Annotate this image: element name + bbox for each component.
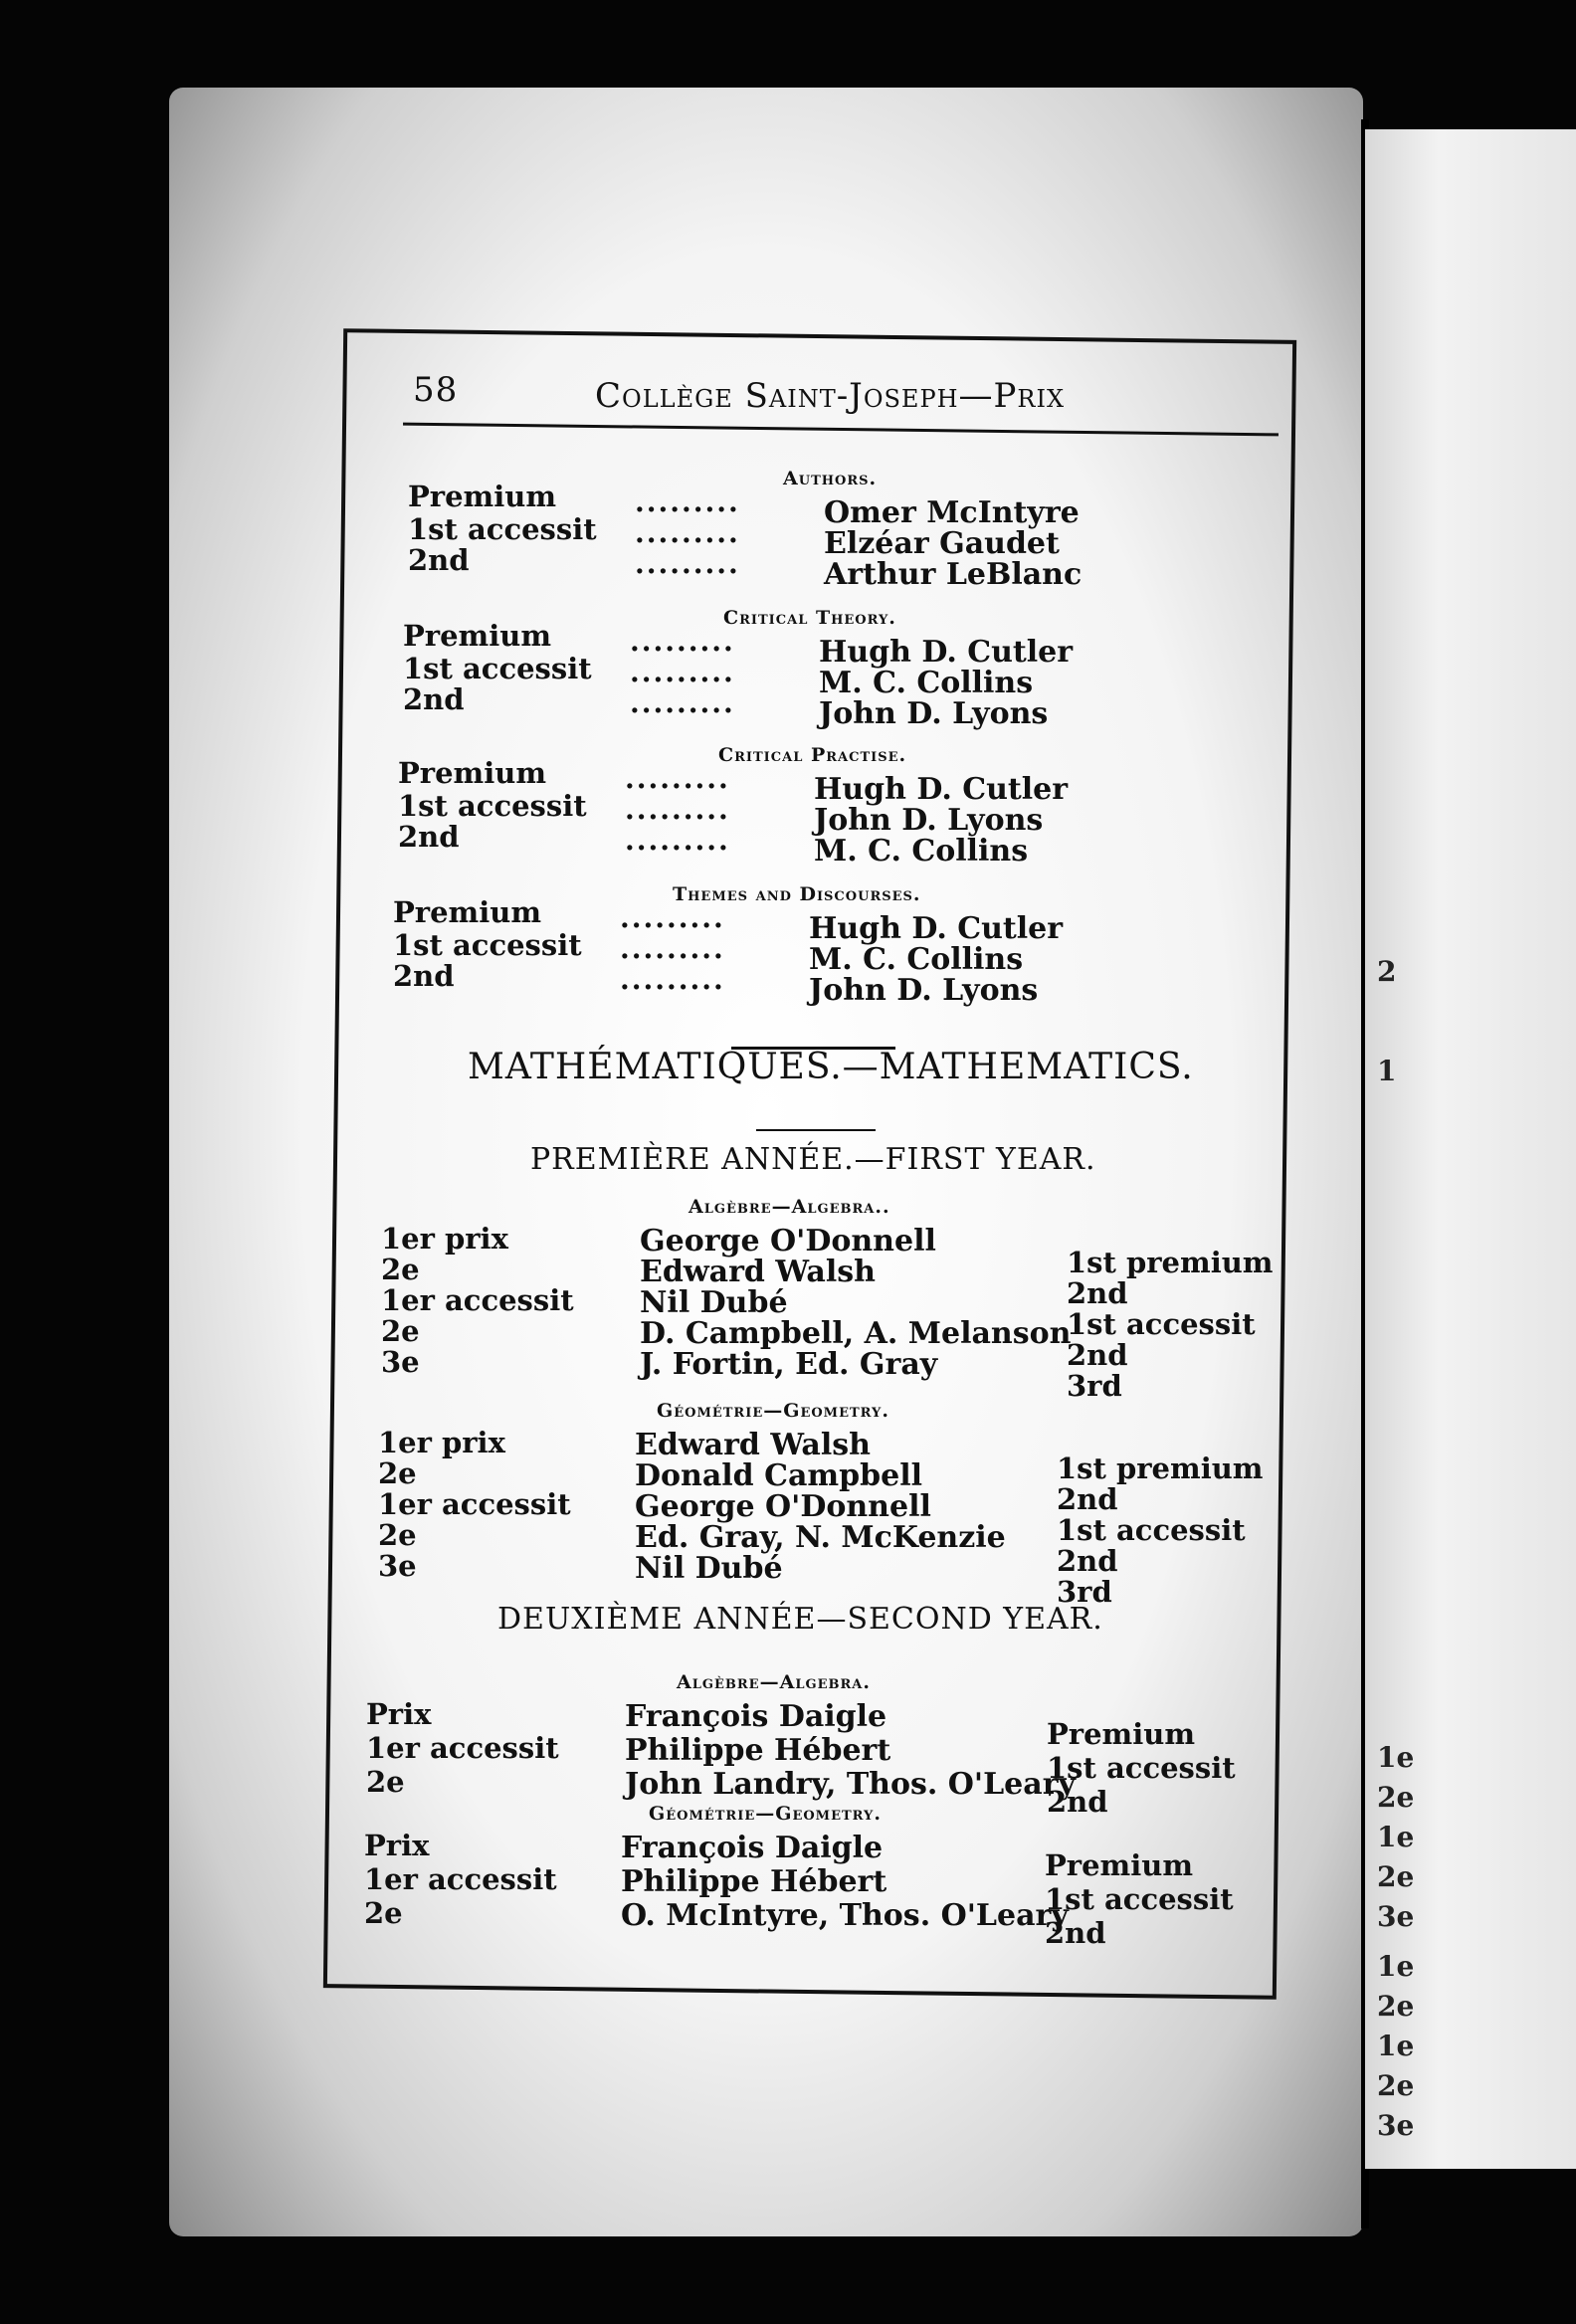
subject-title: Géométrie—Geometry.: [657, 1400, 889, 1422]
dot-leader: .........: [635, 516, 740, 549]
award-label-fr: 2e: [366, 1765, 405, 1799]
recipient-name: John D. Lyons: [814, 803, 1044, 838]
math-divider: [756, 1129, 876, 1131]
recipient-name: Arthur LeBlanc: [824, 557, 1083, 592]
recipient-name: Hugh D. Cutler: [814, 772, 1069, 807]
award-label: Premium: [393, 895, 542, 929]
recipient-name: George O'Donnell: [640, 1224, 936, 1259]
recipient-name: François Daigle: [621, 1831, 884, 1865]
award-label-fr: 1er prix: [381, 1222, 508, 1256]
recipient-name: John D. Lyons: [809, 973, 1039, 1008]
recipient-name: Philippe Hébert: [625, 1733, 891, 1768]
award-label-fr: 1er prix: [378, 1426, 505, 1459]
subject-title: Algèbre—Algebra..: [689, 1196, 890, 1218]
dot-leader: .........: [635, 485, 740, 518]
award-label-fr: 1er accessit: [381, 1283, 574, 1317]
award-label-fr: Prix: [364, 1829, 430, 1862]
subject-title: Géométrie—Geometry.: [649, 1803, 882, 1825]
award-label-en: 1st premium: [1057, 1452, 1264, 1485]
award-label-en: 2nd: [1067, 1338, 1128, 1372]
award-label-en: 3rd: [1067, 1369, 1122, 1403]
recipient-name: John D. Lyons: [819, 696, 1049, 731]
recipient-name: Hugh D. Cutler: [809, 911, 1064, 946]
dot-leader: .........: [625, 762, 730, 795]
recipient-name: Elzéar Gaudet: [824, 526, 1060, 561]
recipient-name: Omer McIntyre: [824, 495, 1080, 530]
dot-leader: .........: [620, 963, 725, 996]
award-label: Premium: [398, 756, 547, 790]
award-label-fr: 1er accessit: [366, 1731, 559, 1765]
running-head: Collège Saint-Joseph—Prix: [595, 376, 1066, 416]
award-label-en: 1st accessit: [1045, 1882, 1234, 1916]
subject-title: Algèbre—Algebra.: [677, 1671, 871, 1693]
recipient-name: M. C. Collins: [809, 942, 1024, 977]
dot-leader: .........: [620, 901, 725, 934]
recipient-name: D. Campbell, A. Melanson: [640, 1316, 1072, 1351]
section-title: Authors.: [783, 468, 878, 489]
facing-page-edge: 2 1 1e 2e 1e 2e 3e 1e 2e 1e 2e 3e: [1365, 129, 1576, 2169]
recipient-name: M. C. Collins: [819, 666, 1034, 700]
recipient-name: Donald Campbell: [635, 1458, 922, 1493]
award-label-en: 1st accessit: [1067, 1307, 1256, 1341]
recipient-name: Edward Walsh: [635, 1428, 871, 1462]
award-label: 2nd: [408, 543, 470, 577]
award-label-en: 2nd: [1047, 1785, 1108, 1819]
recipient-name: Philippe Hébert: [621, 1864, 887, 1899]
award-label: 1st accessit: [403, 652, 592, 685]
recipient-name: Nil Dubé: [635, 1551, 783, 1586]
recipient-name: Hugh D. Cutler: [819, 635, 1074, 670]
recipient-name: J. Fortin, Ed. Gray: [640, 1347, 938, 1382]
recipient-name: Ed. Gray, N. McKenzie: [635, 1520, 1006, 1555]
award-label-en: 2nd: [1057, 1544, 1118, 1578]
page-number: 58: [413, 370, 459, 410]
year-heading: PREMIÈRE ANNÉE.—FIRST YEAR.: [530, 1142, 1096, 1177]
award-label: 1st accessit: [398, 789, 587, 823]
award-label-en: Premium: [1047, 1717, 1196, 1751]
dot-leader: .........: [630, 625, 735, 658]
award-label: 1st accessit: [408, 512, 597, 546]
recipient-name: François Daigle: [625, 1699, 887, 1734]
award-label-en: 1st premium: [1067, 1246, 1274, 1279]
award-label-en: 2nd: [1067, 1276, 1128, 1310]
award-label: Premium: [408, 480, 557, 513]
dot-leader: .........: [620, 932, 725, 965]
award-label-en: 2nd: [1045, 1916, 1106, 1950]
section-title: Themes and Discourses.: [673, 883, 921, 905]
award-label-fr: 2e: [381, 1314, 420, 1348]
year-heading: DEUXIÈME ANNÉE—SECOND YEAR.: [497, 1602, 1103, 1637]
award-label-fr: 2e: [364, 1896, 403, 1930]
award-label: 2nd: [393, 959, 455, 993]
award-label-fr: 2e: [378, 1456, 417, 1490]
award-label-fr: 1er accessit: [364, 1862, 557, 1896]
recipient-name: Nil Dubé: [640, 1285, 788, 1320]
award-label-fr: 3e: [378, 1549, 417, 1583]
dot-leader: .........: [625, 793, 730, 826]
award-label-fr: 2e: [381, 1253, 420, 1286]
award-label-fr: 3e: [381, 1345, 420, 1379]
award-label: Premium: [403, 619, 552, 653]
award-label-en: Premium: [1045, 1848, 1194, 1882]
award-label: 2nd: [398, 820, 460, 854]
recipient-name: M. C. Collins: [814, 834, 1029, 869]
recipient-name: Edward Walsh: [640, 1255, 876, 1289]
award-label-fr: 1er accessit: [378, 1487, 571, 1521]
award-label-fr: 2e: [378, 1518, 417, 1552]
award-label: 2nd: [403, 682, 465, 716]
award-label-en: 2nd: [1057, 1482, 1118, 1516]
math-heading: MATHÉMATIQUES.—MATHEMATICS.: [468, 1047, 1194, 1087]
section-title: Critical Theory.: [723, 607, 896, 629]
dot-leader: .........: [625, 824, 730, 857]
award-label-en: 1st accessit: [1047, 1751, 1236, 1785]
recipient-name: John Landry, Thos. O'Leary: [625, 1767, 1076, 1802]
award-label-fr: Prix: [366, 1697, 432, 1731]
award-label-en: 3rd: [1057, 1575, 1112, 1609]
dot-leader: .........: [630, 686, 735, 719]
recipient-name: George O'Donnell: [635, 1489, 931, 1524]
award-label: 1st accessit: [393, 928, 582, 962]
dot-leader: .........: [630, 656, 735, 688]
section-title: Critical Practise.: [718, 744, 907, 766]
recipient-name: O. McIntyre, Thos. O'Leary: [621, 1898, 1069, 1933]
award-label-en: 1st accessit: [1057, 1513, 1246, 1547]
dot-leader: .........: [635, 547, 740, 580]
